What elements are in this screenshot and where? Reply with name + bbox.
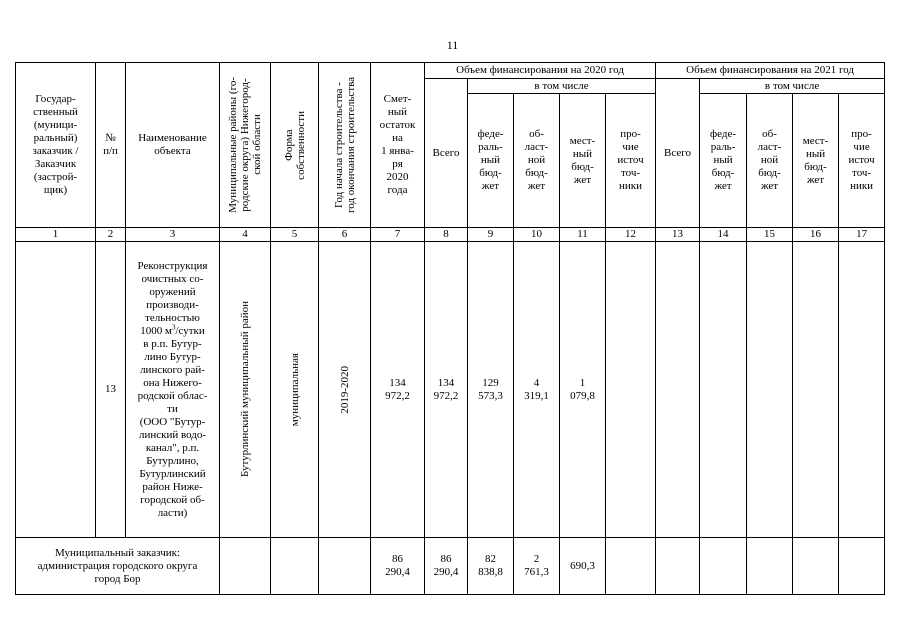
column-number: 15 (747, 228, 793, 242)
column-number: 13 (656, 228, 700, 242)
cell-other-2020 (606, 242, 656, 538)
header-financing-2021: Объем финансирования на 2021 год (656, 63, 885, 79)
column-number: 17 (839, 228, 885, 242)
column-number: 8 (425, 228, 468, 242)
header-ownership (271, 63, 319, 228)
summary-local-2021 (793, 538, 839, 595)
header-federal-2020: феде- раль- ный бюд- жет (468, 94, 514, 228)
column-number: 10 (514, 228, 560, 242)
header-districts (220, 63, 271, 228)
cell-local-2021 (793, 242, 839, 538)
column-number: 3 (126, 228, 220, 242)
column-number: 12 (606, 228, 656, 242)
column-numbers-row (16, 228, 885, 242)
header-customer: Государ- ственный (муници- pальный) заказчик / Заказчик (застрой- щик) (16, 63, 96, 228)
summary-regional-2021 (747, 538, 793, 595)
column-number: 7 (371, 228, 425, 242)
cell-years-text: 2019-2020 (338, 365, 351, 414)
header-federal-2021: феде- раль- ный бюд- жет (700, 94, 747, 228)
summary-other-2020 (606, 538, 656, 595)
header-districts-text: Муниципальные районы (го- родские округа) Нижегород- ской области (227, 77, 263, 213)
cell-federal-2020: 129 573,3 (468, 242, 514, 538)
cell-regional-2020: 4 319,1 (514, 242, 560, 538)
page-number: 11 (446, 38, 459, 52)
column-number: 9 (468, 228, 514, 242)
header-local-2021: мест- ный бюд- жет (793, 94, 839, 228)
header-financing-2020: Объем финансирования на 2020 год (425, 63, 656, 79)
header-remaining: Смет- ный остаток на 1 янва- ря 2020 года (371, 63, 425, 228)
object-unit-power: 3 (171, 322, 176, 331)
summary-other-2021 (839, 538, 885, 595)
header-including-2020: в том числе (468, 79, 656, 94)
column-number: 11 (560, 228, 606, 242)
cell-district-text: Бутурлинский муниципальный район (239, 301, 251, 478)
header-other-2020: про- чие источ точ- ники (606, 94, 656, 228)
column-number: 1 (16, 228, 96, 242)
summary-remaining: 86 290,4 (371, 538, 425, 595)
object-name-part-2: /сутки в р.п. Бутур- лино Бутур- линского рай- она Нижего- родской облас- ти (ООО "Бутур- линский водо- канал", р.п. Бутурлино, Бутурлинский район Ниже- городской об- ласти) (137, 324, 208, 519)
cell-federal-2021 (700, 242, 747, 538)
summary-local-2020: 690,3 (560, 538, 606, 595)
cell-years (319, 242, 371, 538)
header-years-text: Год начала строительства - год окончания строительства (332, 77, 357, 213)
summary-row (16, 538, 885, 595)
header-years (319, 63, 371, 228)
financing-table (15, 62, 885, 595)
column-number: 6 (319, 228, 371, 242)
header-total-2020: Всего (425, 79, 468, 228)
summary-years-empty (319, 538, 371, 595)
header-regional-2021: об- ласт- ной бюд- жет (747, 94, 793, 228)
header-including-2021: в том числе (700, 79, 885, 94)
summary-label: Муниципальный заказчик: администрация городского округа город Бор (16, 538, 220, 595)
cell-ownership-text: муниципальная (288, 352, 301, 427)
cell-local-2020: 1 079,8 (560, 242, 606, 538)
cell-ownership (271, 242, 319, 538)
header-local-2020: мест- ный бюд- жет (560, 94, 606, 228)
column-number: 4 (220, 228, 271, 242)
summary-ownership-empty (271, 538, 319, 595)
column-number: 2 (96, 228, 126, 242)
summary-total-2020: 86 290,4 (425, 538, 468, 595)
cell-object-name (126, 242, 220, 538)
header-ownership-text: Форма собственности (282, 110, 307, 180)
cell-total-2021 (656, 242, 700, 538)
header-other-2021: про- чие источ точ- ники (839, 94, 885, 228)
cell-regional-2021 (747, 242, 793, 538)
header-num: № п/п (96, 63, 126, 228)
summary-district-empty (220, 538, 271, 595)
column-number: 16 (793, 228, 839, 242)
header-regional-2020: об- ласт- ной бюд- жет (514, 94, 560, 228)
cell-total-2020: 134 972,2 (425, 242, 468, 538)
summary-total-2021 (656, 538, 700, 595)
summary-federal-2021 (700, 538, 747, 595)
table-row (16, 242, 885, 538)
cell-other-2021 (839, 242, 885, 538)
cell-remaining: 134 972,2 (371, 242, 425, 538)
header-total-2021: Всего (656, 79, 700, 228)
summary-regional-2020: 2 761,3 (514, 538, 560, 595)
column-number: 14 (700, 228, 747, 242)
cell-district (220, 242, 271, 538)
header-object-name: Наименование объекта (126, 63, 220, 228)
summary-federal-2020: 82 838,8 (468, 538, 514, 595)
object-name-part-1: Реконструкция очистных со- оружений производи- тельностью 1000 м (137, 259, 208, 337)
cell-num: 13 (96, 242, 126, 538)
cell-customer-empty (16, 242, 96, 538)
column-number: 5 (271, 228, 319, 242)
